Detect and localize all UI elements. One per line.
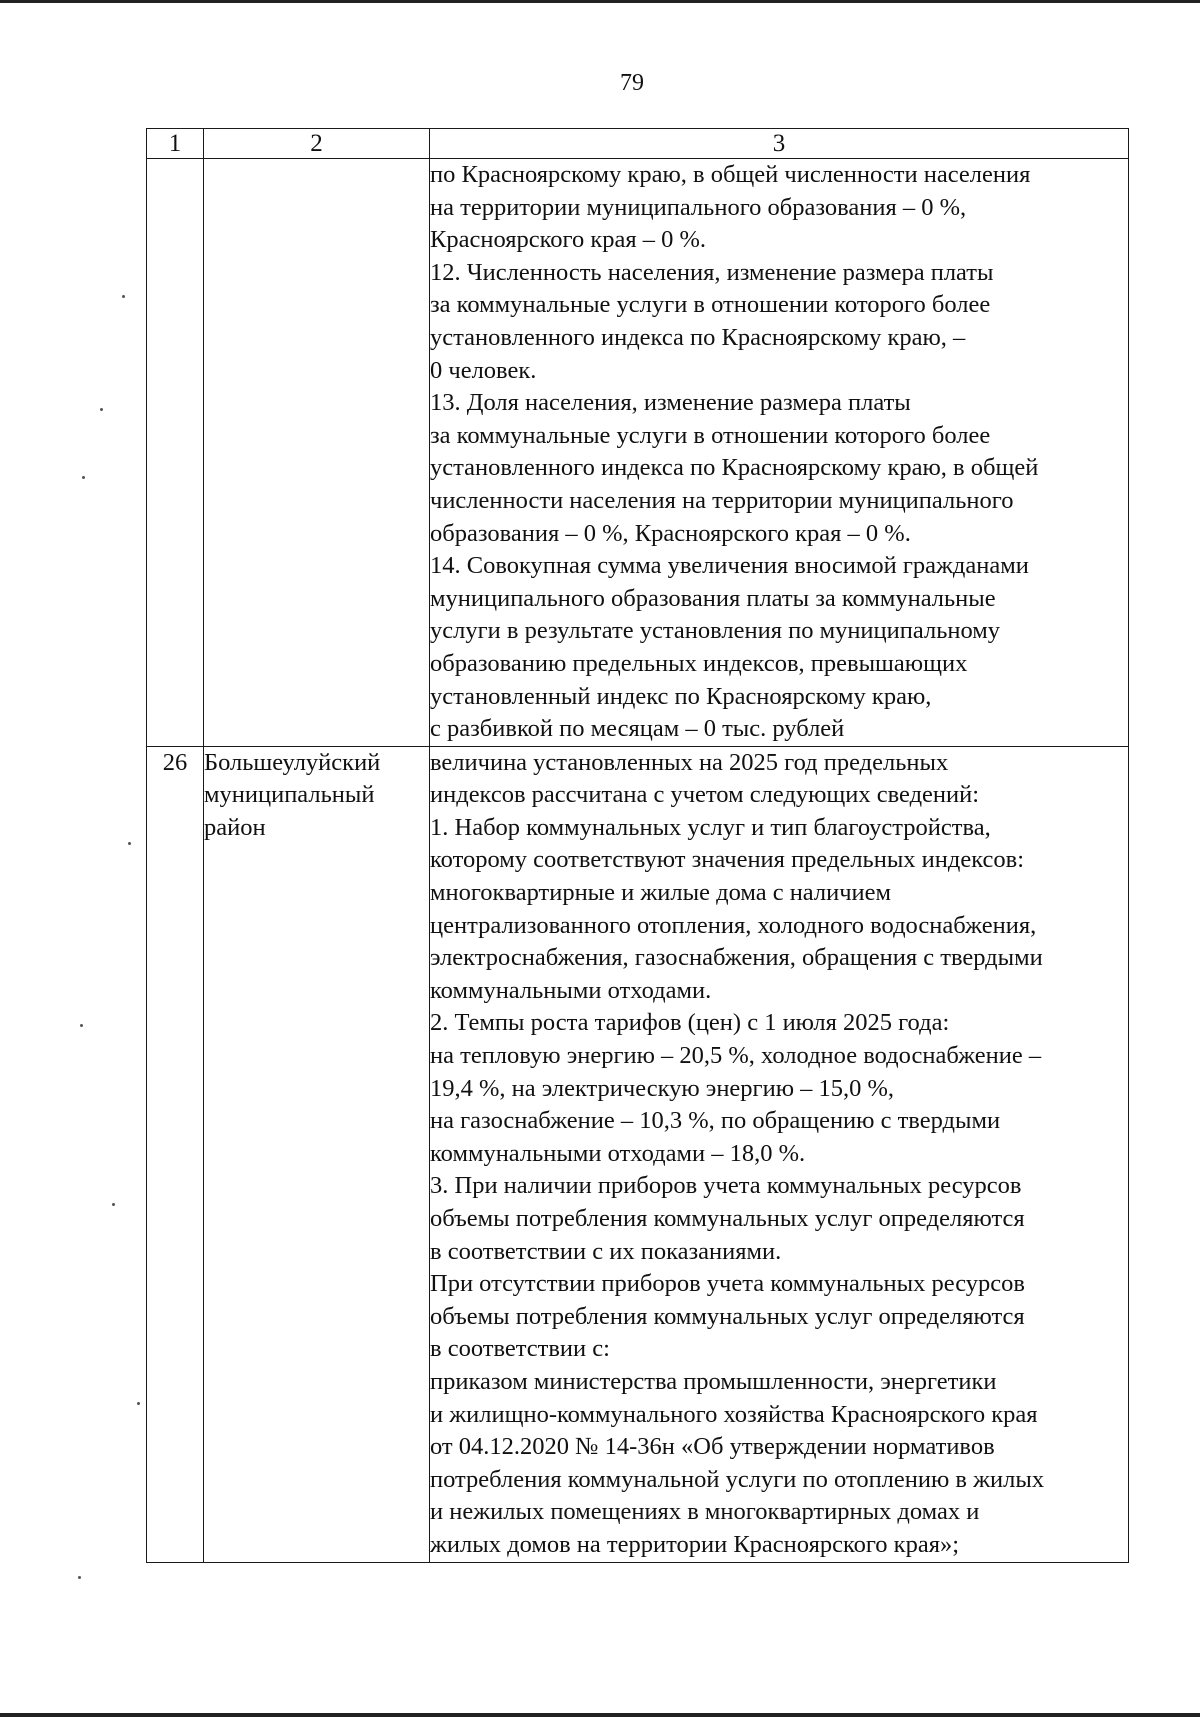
scan-speck [100,408,103,411]
scan-speck [122,295,125,298]
row-number-cell: 26 [147,746,204,1562]
text-line: на тепловую энергию – 20,5 %, холодное водоснабжение – [430,1042,1042,1070]
text-line: численности населения на территории муниципального [430,486,1014,514]
text-line: индексов рассчитана с учетом следующих сведений: [430,781,980,809]
text-line: потребления коммунальной услуги по отоплению в жилых [430,1465,1045,1493]
scan-speck [112,1203,115,1206]
text-line: по Красноярскому краю, в общей численности населения [430,161,1031,188]
page-number: 79 [620,70,644,96]
text-line: 1. Набор коммунальных услуг и тип благоустройства, [430,813,991,841]
text-line: объемы потребления коммунальных услуг определяются [430,1205,1025,1232]
text-line: которому соответствуют значения предельных индексов: [430,846,1025,874]
municipality-name-line: муниципальный [204,781,375,809]
text-line: 3. При наличии приборов учета коммунальных ресурсов [430,1172,1022,1200]
municipality-name-cell [204,159,430,747]
municipality-name-line: Большеулуйский [204,748,381,776]
scan-speck [137,1402,140,1405]
text-line: установленный индекс по Красноярскому краю, [430,682,932,710]
text-line: от 04.12.2020 № 14-36н «Об утверждении нормативов [430,1433,995,1461]
text-line: Красноярского края – 0 %. [430,226,707,254]
text-line: объемы потребления коммунальных услуг определяются [430,1302,1025,1330]
text-line: на территории муниципального образования – 0 %, [430,193,967,221]
description-cell [430,746,1129,1562]
text-line: 19,4 %, на электрическую энергию – 15,0 %, [430,1074,895,1102]
text-line: услуги в результате установления по муниципальному [430,617,1001,645]
scan-speck [128,842,131,845]
text-line: в соответствии с: [430,1335,610,1363]
table-header-row [147,129,1129,159]
text-line: образования – 0 %, Красноярского края – 0 %. [430,519,911,547]
scan-top-edge [0,0,1200,3]
table-row [147,159,1129,747]
municipality-name-line: район [204,813,266,841]
header-cell-3: 3 [430,129,1129,159]
row-number-cell [147,159,204,747]
municipality-name-cell [204,746,430,1562]
scan-speck [82,476,85,479]
text-line: на газоснабжение – 10,3 %, по обращению с твердыми [430,1107,1001,1135]
text-line: образованию предельных индексов, превышающих [430,649,968,677]
text-line: централизованного отопления, холодного водоснабжения, [430,911,1037,939]
text-line: установленного индекса по Красноярскому краю, в общей [430,454,1039,482]
text-line: и нежилых помещениях в многоквартирных домах и [430,1498,980,1526]
text-line: коммунальными отходами. [430,976,712,1004]
text-line: и жилищно-коммунального хозяйства Красноярского края [430,1400,1038,1428]
text-line: жилых домов на территории Красноярского края»; [430,1530,960,1558]
text-line: величина установленных на 2025 год предельных [430,748,949,776]
scan-bottom-edge [0,1713,1200,1717]
text-line: в соответствии с их показаниями. [430,1237,782,1265]
text-line: за коммунальные услуги в отношении которого более [430,421,991,449]
text-line: 0 человек. [430,356,537,384]
text-line: за коммунальные услуги в отношении которого более [430,291,991,319]
header-cell-1: 1 [147,129,204,159]
text-line: 13. Доля населения, изменение размера платы [430,389,911,417]
header-cell-2: 2 [204,129,430,159]
description-cell [430,159,1129,747]
text-line: муниципального образования платы за коммунальные [430,584,996,612]
text-line: установленного индекса по Красноярскому краю, – [430,323,966,351]
text-line: электроснабжения, газоснабжения, обращения с твердыми [430,944,1043,972]
document-table [146,128,1129,1563]
table-row [147,746,1129,1562]
text-line: многоквартирные и жилые дома с наличием [430,879,892,907]
text-line: коммунальными отходами – 18,0 %. [430,1139,806,1167]
text-line: 2. Темпы роста тарифов (цен) с 1 июля 2025 года: [430,1009,950,1037]
scan-speck [78,1576,81,1579]
scan-speck [80,1024,83,1027]
text-line: При отсутствии приборов учета коммунальных ресурсов [430,1270,1025,1298]
text-line: 14. Совокупная сумма увеличения вносимой гражданами [430,552,1029,580]
text-line: приказом министерства промышленности, энергетики [430,1367,997,1395]
text-line: с разбивкой по месяцам – 0 тыс. рублей [430,715,845,743]
text-line: 12. Численность населения, изменение размера платы [430,258,994,286]
